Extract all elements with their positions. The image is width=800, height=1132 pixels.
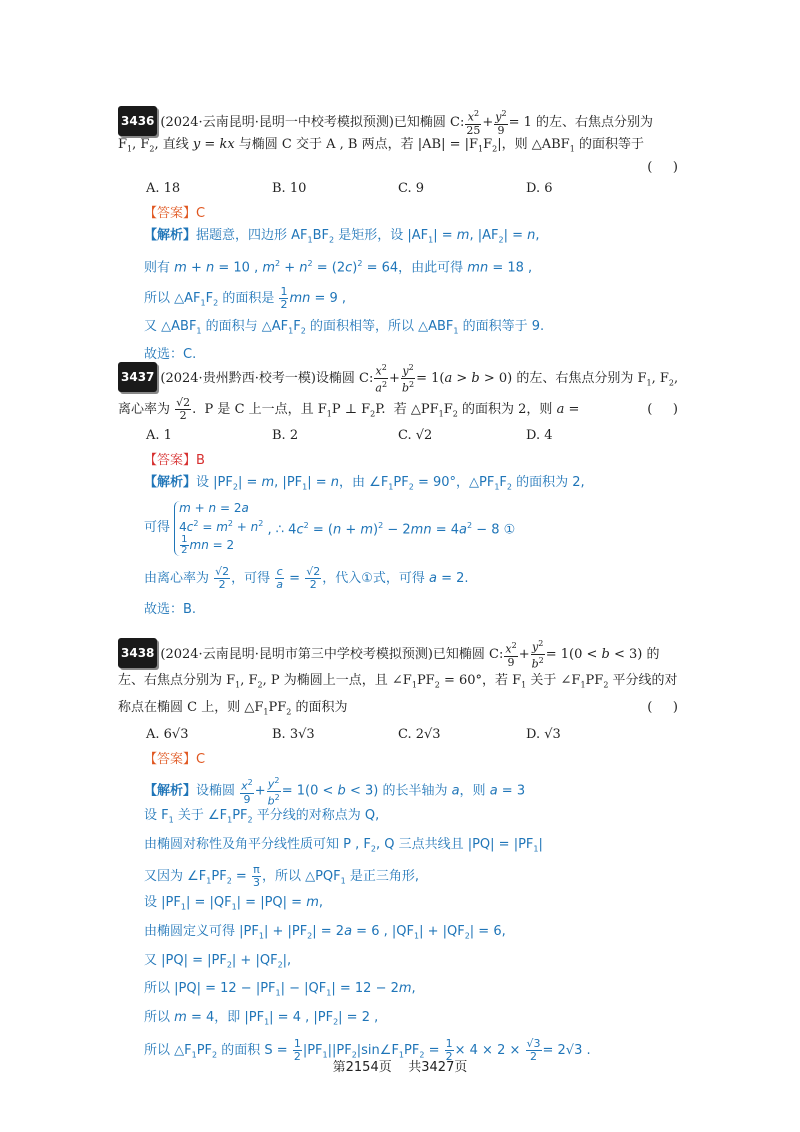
- final-choice: 故选：B.: [144, 601, 197, 617]
- question-text: 设椭圆 C: $\frac{x^2}{a^2}$ + $\frac{y^2}{b^2}$ = 1(a > b > 0) 的左、右焦点分别为 $F_1$, $F_2$,: [315, 363, 679, 395]
- choice-b: B. 2: [272, 428, 299, 443]
- problem-3438: [118, 638, 678, 1065]
- choices: [118, 727, 678, 745]
- problem-number-badge: 3438: [118, 638, 157, 668]
- question-line-1: [118, 362, 679, 395]
- page-number: 第2154页: [332, 1060, 392, 1075]
- choices: [118, 181, 678, 199]
- choice-d: D. √3: [526, 727, 561, 743]
- analysis-label: 【解析】: [144, 475, 197, 490]
- analysis-label: 【解析】: [144, 783, 197, 799]
- analysis: 【解析】设椭圆 $\frac{x^2}{9}$ + $\frac{y^2}{b^2}$ = 1(0 < b < 3) 的长半轴为 a，则 a = 3 设 $F_1$ 关于 $\angle F_1PF_2$ 平分线的对称点为 Q, 由椭圆对称性及角平分线性质可知 P , $F_2$, Q 三点共线且 $|PQ| = |PF_1|$ 又因为 $\angle F_1PF_2$ = $\frac{\pi}{3}$ ，所以 $\triangle PQF_1$ 是正三角形, 设 $|PF_1| = |QF_1| = |PQ| = m$, 由椭圆定义可得 $|PF_1| + |PF_2| = 2a = 6$ , $|QF_1| + |QF_2| = 6$, 又 $|PQ| = |PF_2| + |QF_2|$, 所以 $|PQ| = 12 - |PF_1| - |QF_1| = 12 - 2m$, 所以 m = 4，即 $|PF_1| = 4$ , $|PF_2| = 2$ , 所以 $\triangle F_1PF_2$ 的面积 S = $\frac{1}{2}$ $|PF_1||PF_2|\sin\angle F_1PF_2$ = $\frac{1}{2}$ × 4 × 2 × $\frac{√3}{2}$ = 2√3 .: [144, 776, 591, 1064]
- analysis: 【解析】设 $|PF_2| = m$, $|PF_1| = n$，由 $\angle F_1PF_2 = 90^\circ$，$\triangle PF_1F_2$ 的面积为 2, 可得 m + n = 2a $4c^2 = m^2 + n^2$ $\frac{1}{2}$ mn = 2 , ∴ $4c^2 = (n + m)^2 - 2mn = 4a^2 - 8$ ① 由离心率为 $\frac{√2}{2}$ ，可得 $\frac{c}{a}$ = $\frac{√2}{2}$ ，代入①式，可得 a = 2. 故选：B.: [144, 474, 678, 619]
- problem-3437: [118, 362, 678, 619]
- choice-a: A. 18: [146, 180, 181, 196]
- choice-c: C. 9: [398, 180, 425, 196]
- choices: [118, 428, 678, 446]
- choice-b: B. 10: [272, 180, 307, 196]
- answer-label: 【答案】: [144, 752, 197, 768]
- answer-bracket: ( ): [647, 159, 678, 175]
- choice-c: C. √2: [398, 428, 433, 443]
- problem-number-badge: 3436: [118, 106, 157, 136]
- question-line-2: 离心率为 $\frac{√2}{2}$ . P 是 C 上一点，且 $F_1P$ ⊥ $F_2P$. 若 $\triangle PF_1F_2$ 的面积为 2，则 a = ( ): [118, 396, 678, 422]
- page-footer: [0, 1056, 800, 1075]
- page-total: 共3427页: [408, 1060, 468, 1075]
- problem-source: (2024·贵州黔西·校考一模): [160, 371, 316, 386]
- choice-b: B. 3√3: [272, 727, 315, 743]
- question-text: 已知椭圆 C: $\frac{x^2}{25}$ + $\frac{y^2}{9}$ = 1 的左、右焦点分别为: [393, 109, 654, 137]
- problem-3436: [118, 106, 678, 364]
- analysis: 【解析】据题意，四边形 $AF_1BF_2$ 是矩形，设 $|AF_1| = m$, $|AF_2| = n$, 则有 m + n = 10 , $m^2 + n^2 = (2c)^2 = 64$，由此可得 mn = 18 , 所以 $\triangle AF_1F_2$ 的面积是 $\frac{1}{2}$ mn = 9 , 又 $\triangle ABF_1$ 的面积与 $\triangle AF_1F_2$ 的面积相等，所以 $\triangle ABF_1$ 的面积等于 9. 故选：C.: [144, 227, 678, 365]
- question-text: 已知椭圆 C: $\frac{x^2}{9}$ + $\frac{y^2}{b^2}$ = 1(0 < b < 3) 的: [432, 639, 660, 671]
- question-line-3: 称点在椭圆 C 上，则 $\triangle F_1PF_2$ 的面积为 ( ): [118, 699, 678, 717]
- answer-value: B: [196, 453, 205, 468]
- answer-value: C: [196, 752, 206, 768]
- answer-value: C: [196, 205, 206, 221]
- analysis-label: 【解析】: [144, 227, 197, 243]
- problem-source: (2024·云南昆明·昆明一中校考模拟预测): [160, 115, 394, 130]
- choice-d: D. 4: [526, 428, 553, 443]
- answer-line: [144, 452, 678, 470]
- choice-a: A. 1: [146, 428, 172, 443]
- problem-source: (2024·云南昆明·昆明市第三中学校考模拟预测): [160, 647, 433, 662]
- choice-c: C. 2√3: [398, 727, 441, 743]
- choice-d: D. 6: [526, 180, 553, 196]
- question-line-2: $F_1$, $F_2$, 直线 y = kx 与椭圆 C 交于 A , B 两点，若 $|AB| = |F_1F_2|$，则 $\triangle ABF_1$ 的面积等于: [118, 137, 644, 154]
- answer-line: [144, 751, 678, 769]
- answer-line: [144, 205, 678, 223]
- question-line-1: [118, 638, 678, 671]
- answer-label: 【答案】: [144, 453, 197, 468]
- answer-label: 【答案】: [144, 205, 197, 221]
- problem-number-badge: 3437: [118, 362, 157, 392]
- choice-a: A. 6√3: [146, 727, 189, 743]
- final-choice: 故选：C.: [144, 347, 197, 363]
- question-line-1: [118, 106, 678, 137]
- question-line-2: 左、右焦点分别为 $F_1$, $F_2$, P 为椭圆上一点，且 $\angle F_1PF_2 = 60^\circ$，若 $F_1$ 关于 $\angle F_1PF_2$ 平分线的对: [118, 673, 678, 690]
